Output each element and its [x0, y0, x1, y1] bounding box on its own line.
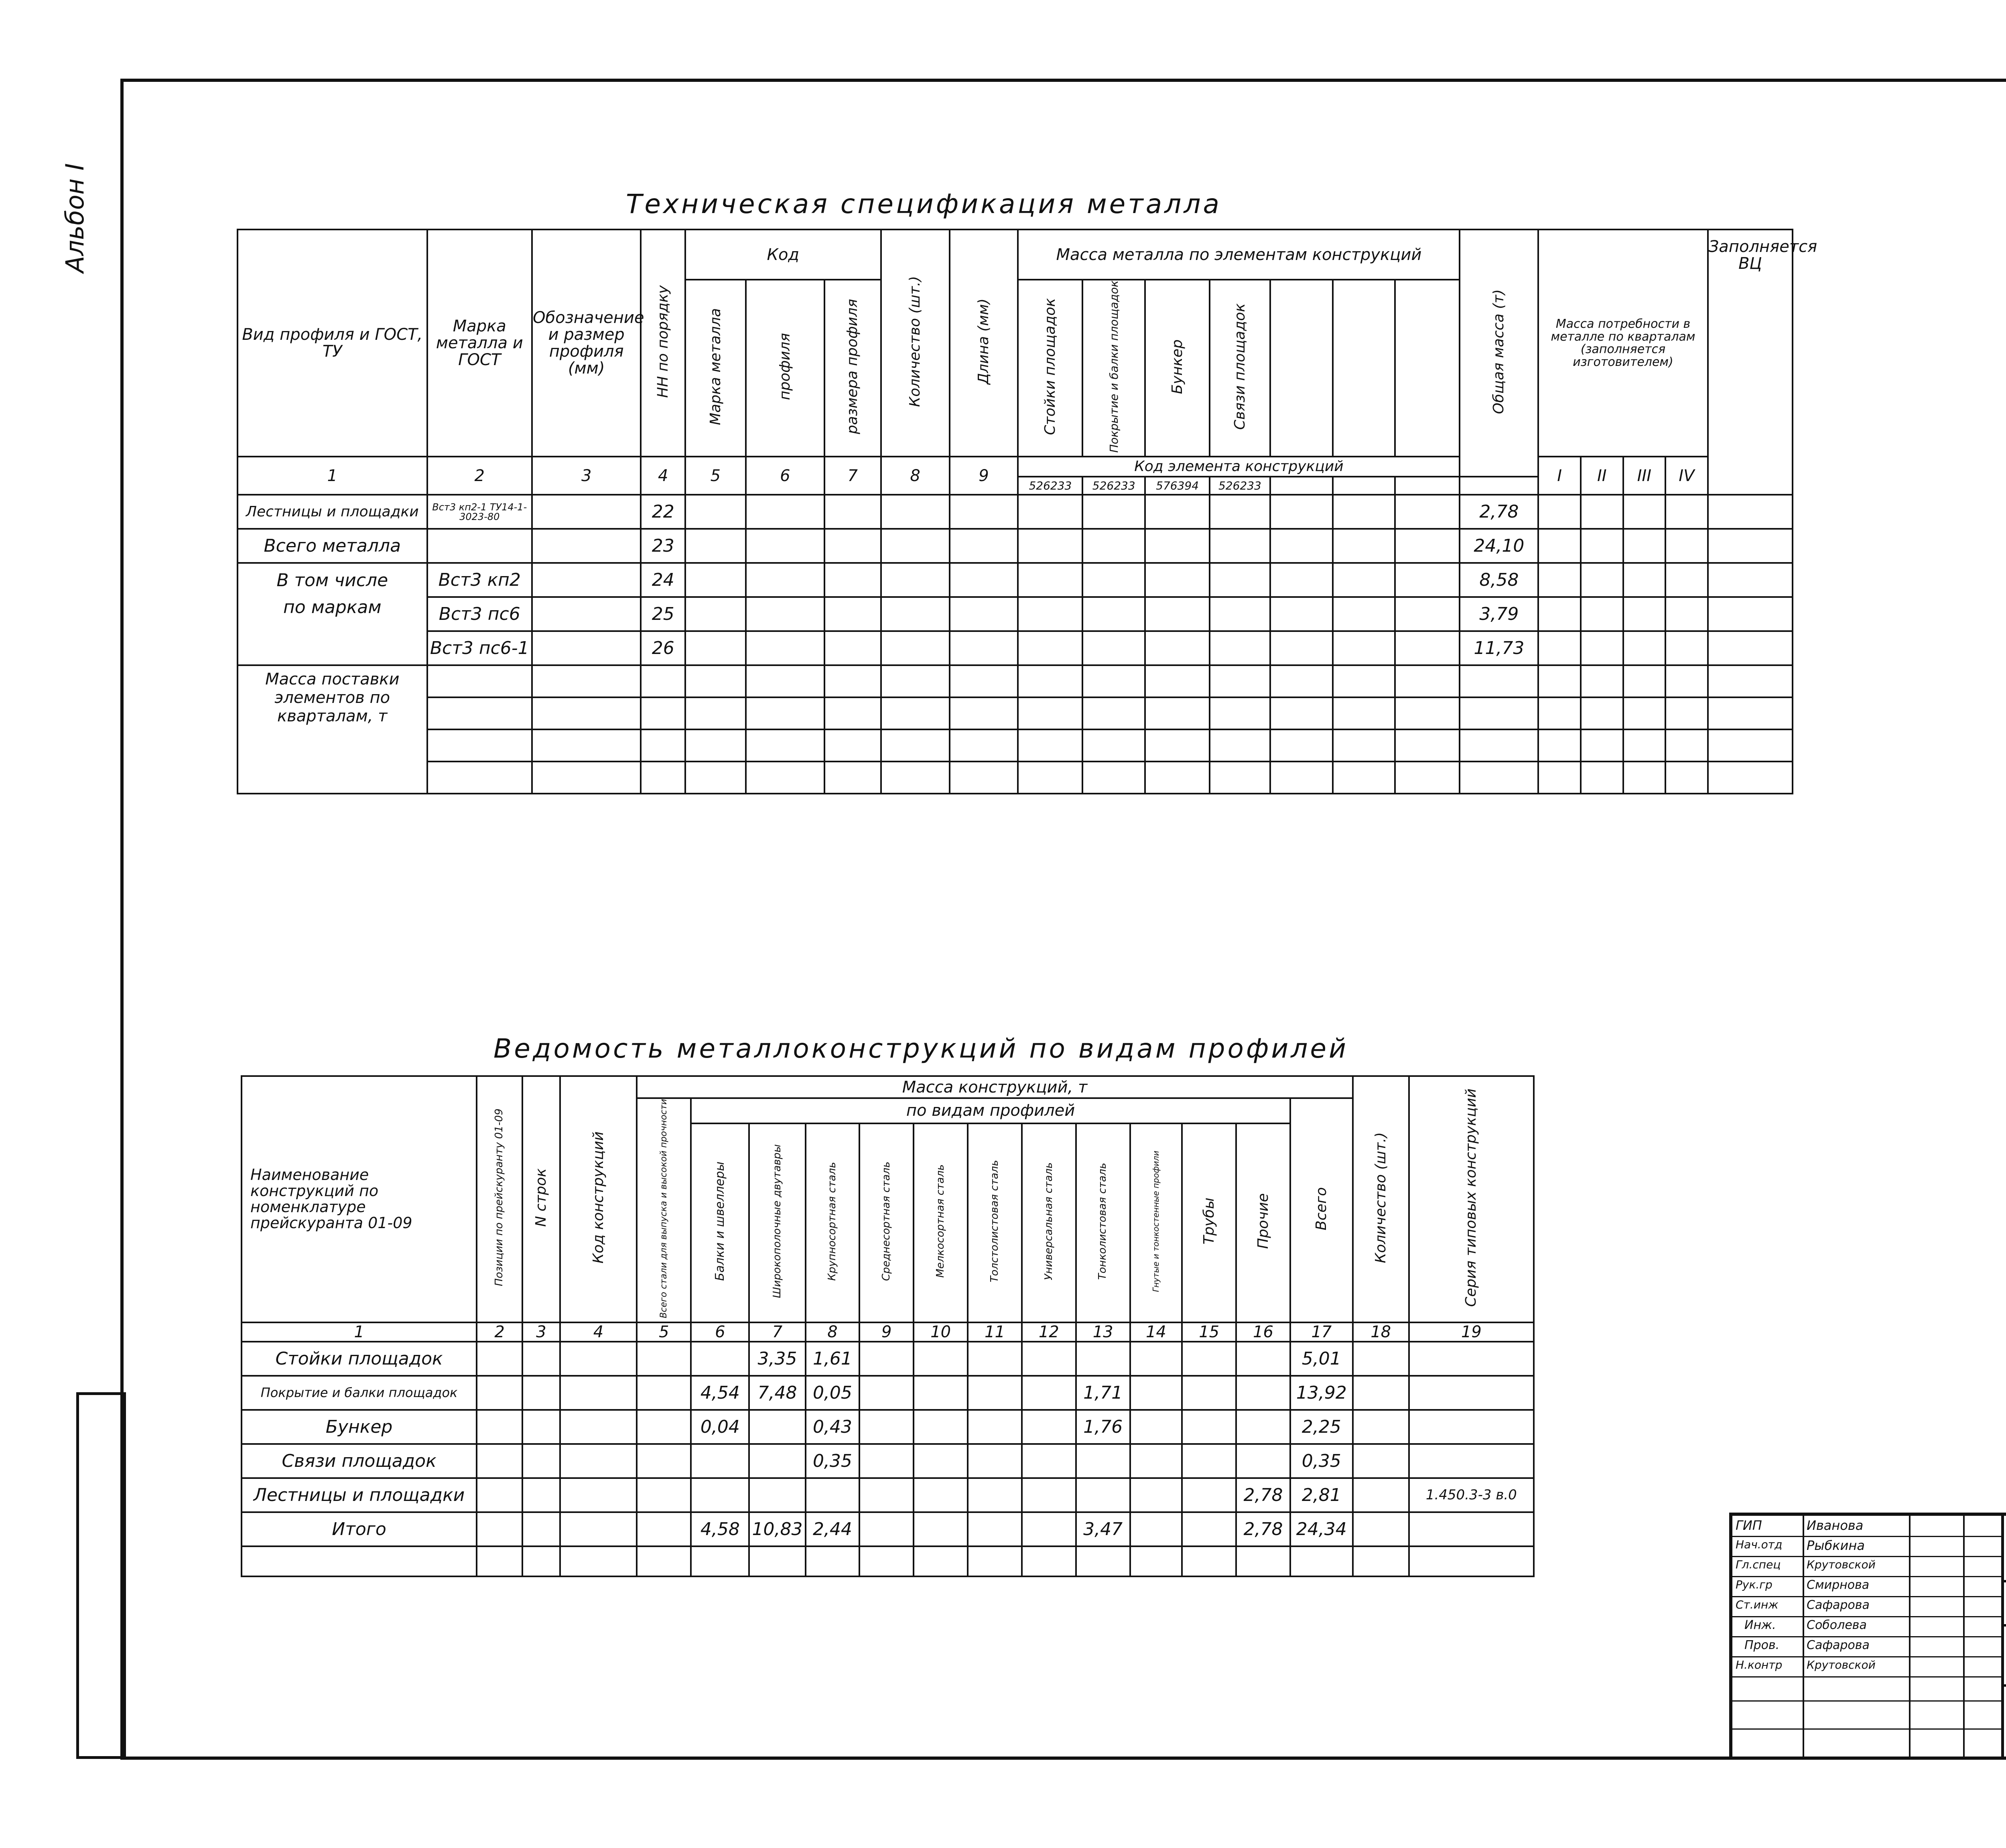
spec-h-need: Масса потребности в металле по кварталам (заполняется изготовителем) [1538, 229, 1708, 457]
ved-row-c16 [1236, 1444, 1290, 1478]
ved-n16: 16 [1236, 1322, 1290, 1342]
role-6: Пров. [1744, 1638, 1780, 1652]
spec-row-total: 2,78 [1460, 495, 1538, 529]
role-4: Ст.инж [1736, 1598, 1779, 1611]
ved-h-mass: Масса конструкций, т [637, 1076, 1352, 1098]
table-row [238, 665, 1793, 697]
ved-n5: 5 [637, 1322, 691, 1342]
ved-row-c19 [1409, 1342, 1534, 1376]
ved-row-c8: 2,44 [806, 1512, 860, 1546]
ved-n1: 1 [242, 1322, 477, 1342]
ved-row-c8 [806, 1478, 860, 1512]
ved-row-c7 [749, 1444, 805, 1478]
ved-h-c4: Код конструкций [560, 1076, 637, 1322]
spec-n1: 1 [238, 457, 427, 495]
ved-row-c13 [1076, 1342, 1130, 1376]
spec-row-total: 8,58 [1460, 563, 1538, 597]
name-0: Иванова [1807, 1518, 1864, 1533]
ved-h-c3: N строк [522, 1076, 560, 1322]
spec-row-num: 23 [641, 529, 685, 563]
ved-h-c12: Универсальная сталь [1022, 1123, 1076, 1322]
table-row [238, 529, 1793, 563]
spec-n3: 3 [532, 457, 641, 495]
spec-code-2: 526233 [1082, 477, 1145, 495]
ved-row-c17: 5,01 [1290, 1342, 1353, 1376]
spec-h-el6 [1333, 280, 1395, 457]
spec-h-col9: Длина (мм) [950, 229, 1018, 457]
name-3: Смирнова [1807, 1578, 1870, 1592]
ved-h-c2: Позиции по прейскуранту 01-09 [477, 1076, 522, 1322]
table-row [242, 1342, 1534, 1376]
spec-h-col6: профиля [746, 280, 824, 457]
ved-row-name: Лестницы и площадки [242, 1478, 477, 1512]
spec-h-col3: Обозначение и размер профиля (мм) [532, 229, 641, 457]
ved-row-c17: 2,25 [1290, 1410, 1353, 1444]
ved-row-c19 [1409, 1444, 1534, 1478]
ved-n12: 12 [1022, 1322, 1076, 1342]
spec-h-el7 [1395, 280, 1460, 457]
ved-row-c7: 10,83 [749, 1512, 805, 1546]
ved-row-name: Покрытие и балки площадок [242, 1376, 477, 1410]
spec-n7: 7 [824, 457, 881, 495]
table-row [238, 597, 1793, 631]
ved-n9: 9 [859, 1322, 914, 1342]
table-row [242, 1376, 1534, 1410]
ved-n8: 8 [806, 1322, 860, 1342]
spec-h-el1: Стойки площадок [1018, 280, 1082, 457]
ved-row-c17: 13,92 [1290, 1376, 1353, 1410]
role-0: ГИП [1736, 1518, 1762, 1533]
ved-n15: 15 [1182, 1322, 1236, 1342]
ved-row-c16 [1236, 1342, 1290, 1376]
role-1: Нач.отд [1736, 1538, 1783, 1551]
table-row [238, 631, 1793, 665]
ved-h-c9: Среднесортная сталь [859, 1123, 914, 1322]
table-row [238, 495, 1793, 529]
ved-n2: 2 [477, 1322, 522, 1342]
ved-n18: 18 [1353, 1322, 1409, 1342]
spec-n6: 6 [746, 457, 824, 495]
ved-h-c5: Всего стали для выпуска и высокой прочности [637, 1098, 691, 1322]
ved-row-c19 [1409, 1512, 1534, 1546]
ved-row-c8: 0,43 [806, 1410, 860, 1444]
spec-row-grade [427, 529, 532, 563]
spec-supply-label: Масса поставки элементов по кварталам, т [238, 665, 427, 794]
spec-h-kod: Код [685, 229, 881, 280]
ved-h-c19: Серия типовых конструкций [1409, 1076, 1534, 1322]
ved-h-c8: Крупносортная сталь [806, 1123, 860, 1322]
table-row [242, 1478, 1534, 1512]
spec-h-col2: Марка металла и ГОСТ [427, 229, 532, 457]
name-7: Крутовской [1807, 1658, 1876, 1671]
spec-row-grade: Вст3 пс6 [427, 597, 532, 631]
album-label: Альбон I [60, 163, 89, 273]
ved-n7: 7 [749, 1322, 805, 1342]
spec-title: Техническая спецификация металла [626, 189, 1222, 219]
role-5: Инж. [1744, 1618, 1776, 1632]
name-5: Соболева [1807, 1618, 1867, 1632]
ved-row-name: Итого [242, 1512, 477, 1546]
ved-h-c16: Прочие [1236, 1123, 1290, 1322]
table-row [242, 1512, 1534, 1546]
spec-row-num: 24 [641, 563, 685, 597]
ved-row-c13: 1,71 [1076, 1376, 1130, 1410]
spec-row-name [238, 631, 427, 665]
spec-n8: 8 [881, 457, 950, 495]
ved-n14: 14 [1130, 1322, 1182, 1342]
ved-n4: 4 [560, 1322, 637, 1342]
spec-code-total [1460, 477, 1538, 495]
spec-row-name: Лестницы и площадки [238, 495, 427, 529]
spec-code-7 [1395, 477, 1460, 495]
ved-n10: 10 [914, 1322, 968, 1342]
ved-h-c11: Толстолистовая сталь [968, 1123, 1022, 1322]
spec-h-el4: Связи площадок [1210, 280, 1270, 457]
spec-h-col7: размера профиля [824, 280, 881, 457]
ved-n13: 13 [1076, 1322, 1130, 1342]
spec-row-total: 11,73 [1460, 631, 1538, 665]
spec-h-col5: Марка металла [685, 280, 746, 457]
spec-row-num: 25 [641, 597, 685, 631]
ved-row-c16: 2,78 [1236, 1478, 1290, 1512]
spec-code-6 [1333, 477, 1395, 495]
table-row [242, 1444, 1534, 1478]
ved-h-c17: Всего [1290, 1098, 1353, 1322]
ved-row-c6: 0,04 [691, 1410, 749, 1444]
spec-row-grade: Вст3 пс6-1 [427, 631, 532, 665]
spec-h-col4: НН по порядку [641, 229, 685, 457]
vedomost-table [241, 1075, 1535, 1577]
ved-row-c6 [691, 1342, 749, 1376]
left-stamp-strip [76, 1392, 126, 1759]
role-2: Гл.спец [1736, 1558, 1781, 1571]
ved-row-c16: 2,78 [1236, 1512, 1290, 1546]
ved-n19: 19 [1409, 1322, 1534, 1342]
spec-row-grade: Вст3 кп2-1 ТУ14-1-3023-80 [427, 495, 532, 529]
ved-row-c6: 4,54 [691, 1376, 749, 1410]
ved-row-c13 [1076, 1478, 1130, 1512]
spec-code-5 [1270, 477, 1333, 495]
name-6: Сафарова [1807, 1638, 1870, 1652]
name-1: Рыбкина [1807, 1538, 1865, 1553]
role-3: Рук.гр [1736, 1578, 1773, 1591]
ved-row-c17: 24,34 [1290, 1512, 1353, 1546]
ved-row-c19 [1409, 1410, 1534, 1444]
spec-h-col8: Количество (шт.) [881, 229, 950, 457]
role-7: Н.контр [1736, 1658, 1783, 1671]
vedomost-title: Ведомость металлоконструкций по видам профилей [493, 1033, 1348, 1064]
ved-n17: 17 [1290, 1322, 1353, 1342]
spec-code-4: 526233 [1210, 477, 1270, 495]
spec-code-row: Код элемента конструкций [1018, 457, 1460, 477]
ved-row-c6 [691, 1478, 749, 1512]
ved-n11: 11 [968, 1322, 1022, 1342]
spec-h-fills: Заполняется ВЦ [1708, 229, 1793, 495]
spec-row-name: В том числе [238, 563, 427, 597]
table-row [242, 1410, 1534, 1444]
ved-h-c10: Мелкосортная сталь [914, 1123, 968, 1322]
spec-row-total: 3,79 [1460, 597, 1538, 631]
spec-row-name: Всего металла [238, 529, 427, 563]
spec-n2: 2 [427, 457, 532, 495]
spec-h-el3: Бункер [1145, 280, 1210, 457]
ved-h-c18: Количество (шт.) [1353, 1076, 1409, 1322]
spec-n4: 4 [641, 457, 685, 495]
ved-n3: 3 [522, 1322, 560, 1342]
ved-row-c13: 3,47 [1076, 1512, 1130, 1546]
ved-row-c8: 0,05 [806, 1376, 860, 1410]
ved-row-c17: 0,35 [1290, 1444, 1353, 1478]
ved-row-name: Стойки площадок [242, 1342, 477, 1376]
ved-row-c19 [1409, 1376, 1534, 1410]
spec-h-col1: Вид профиля и ГОСТ, ТУ [238, 229, 427, 457]
spec-code-1: 526233 [1018, 477, 1082, 495]
spec-q2: II [1581, 457, 1623, 495]
spec-q3: III [1623, 457, 1666, 495]
spec-n5: 5 [685, 457, 746, 495]
ved-h-c15: Трубы [1182, 1123, 1236, 1322]
ved-row-c19: 1.450.3-3 в.0 [1409, 1478, 1534, 1512]
ved-h-c14: Гнутые и тонкостенные профили [1130, 1123, 1182, 1322]
ved-row-c13: 1,76 [1076, 1410, 1130, 1444]
spec-h-el2: Покрытие и балки площадок [1082, 280, 1145, 457]
ved-row-c16 [1236, 1376, 1290, 1410]
ved-row-c16 [1236, 1410, 1290, 1444]
spec-table [237, 229, 1817, 794]
spec-row-num: 22 [641, 495, 685, 529]
ved-row-c8: 1,61 [806, 1342, 860, 1376]
ved-row-name: Бункер [242, 1410, 477, 1444]
spec-h-mass: Масса металла по элементам конструкций [1018, 229, 1460, 280]
ved-h-bytype: по видам профилей [691, 1098, 1290, 1123]
spec-q1: I [1538, 457, 1581, 495]
ved-row-c7 [749, 1478, 805, 1512]
ved-h-c1: Наименование конструкций по номенклатуре прейскуранта 01-09 [242, 1076, 477, 1322]
spec-n9: 9 [950, 457, 1018, 495]
ved-row-name: Связи площадок [242, 1444, 477, 1478]
table-row [238, 563, 1793, 597]
ved-n6: 6 [691, 1322, 749, 1342]
name-4: Сафарова [1807, 1598, 1870, 1612]
spec-row-name: по маркам [238, 597, 427, 631]
spec-row-grade: Вст3 кп2 [427, 563, 532, 597]
ved-row-c7 [749, 1410, 805, 1444]
title-block [1729, 1513, 2006, 1757]
spec-h-total: Общая масса (т) [1460, 229, 1538, 477]
ved-h-c7: Широкополочные двутавры [749, 1123, 805, 1322]
spec-row-total: 24,10 [1460, 529, 1538, 563]
ved-row-c7: 7,48 [749, 1376, 805, 1410]
name-2: Крутовской [1807, 1558, 1876, 1571]
ved-h-c13: Тонколистовая сталь [1076, 1123, 1130, 1322]
ved-h-c6: Балки и швеллеры [691, 1123, 749, 1322]
ved-row-c8: 0,35 [806, 1444, 860, 1478]
ved-row-c13 [1076, 1444, 1130, 1478]
spec-row-num: 26 [641, 631, 685, 665]
ved-row-c17: 2,81 [1290, 1478, 1353, 1512]
ved-row-c6 [691, 1444, 749, 1478]
spec-h-el5 [1270, 280, 1333, 457]
spec-q4: IV [1665, 457, 1708, 495]
ved-row-c6: 4,58 [691, 1512, 749, 1546]
ved-row-c7: 3,35 [749, 1342, 805, 1376]
spec-code-3: 576394 [1145, 477, 1210, 495]
